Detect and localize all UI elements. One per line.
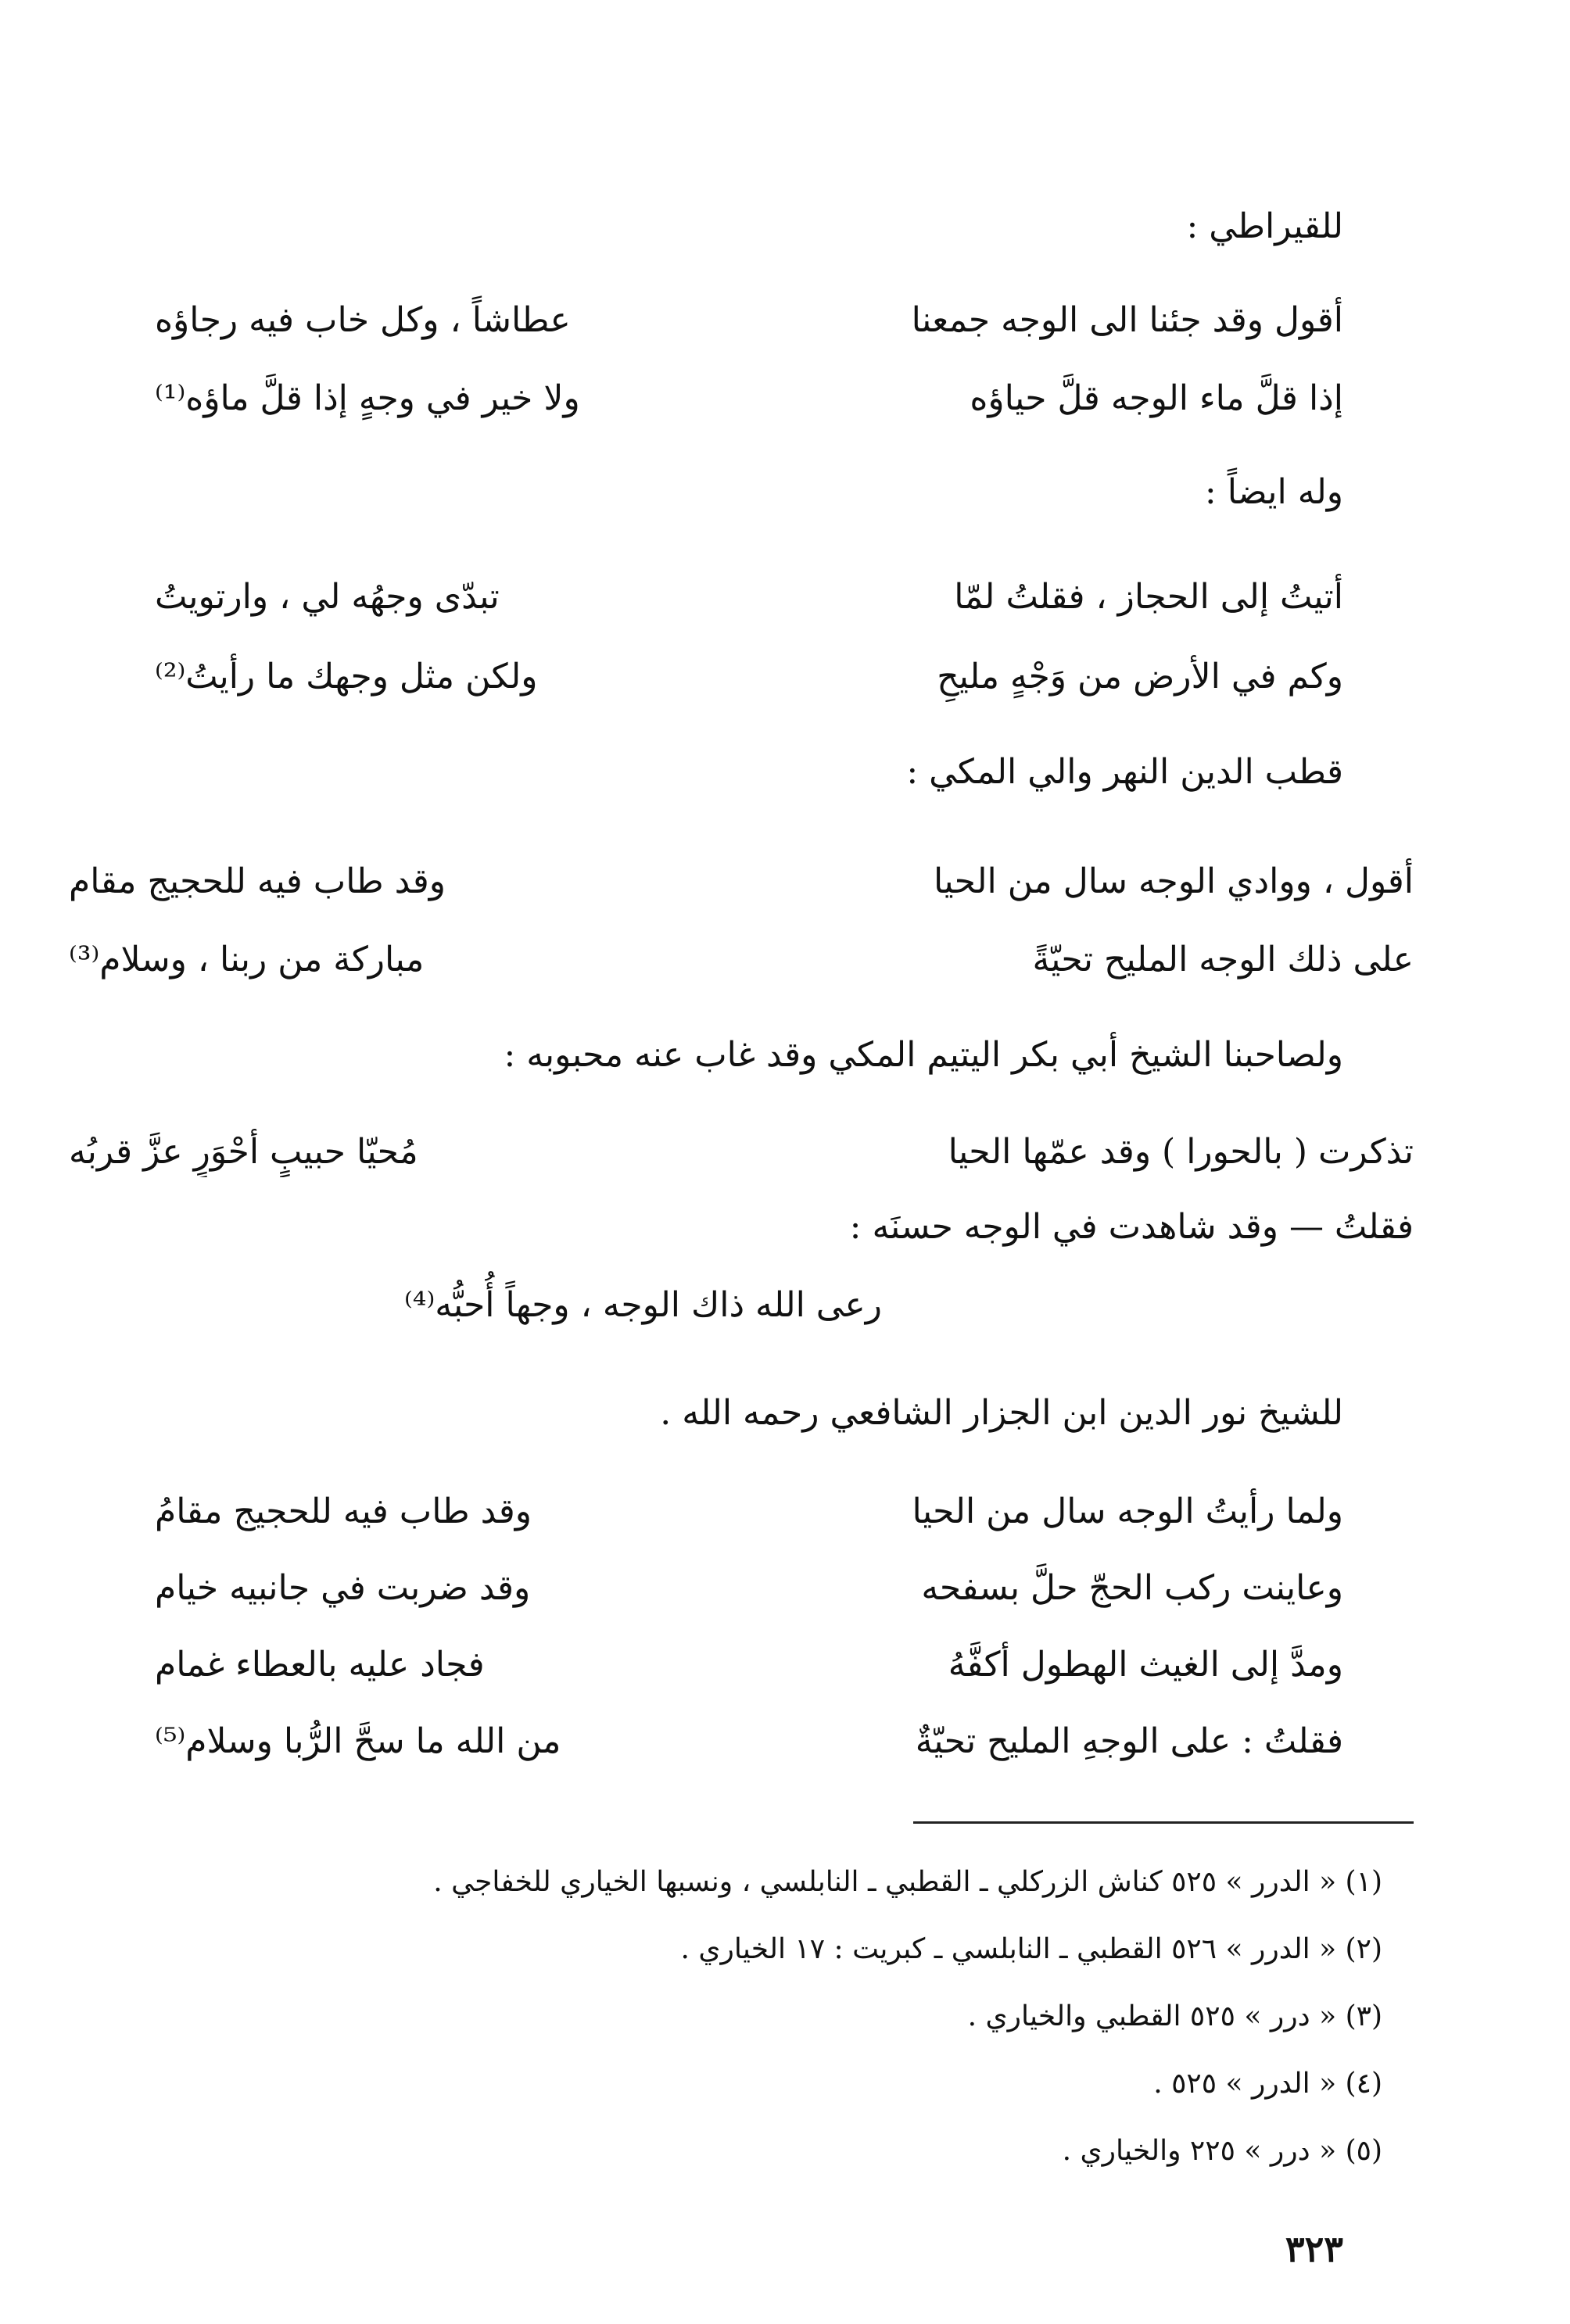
- second-hemistich: مُحيّا حبيبٍ أحْوَرٍ عزَّ قربُه: [69, 1132, 418, 1172]
- first-hemistich: ولما رأيتُ الوجه سال من الحيا: [912, 1491, 1343, 1531]
- verse-closing-hemistich: رعى الله ذاك الوجه ، وجهاً أُحبُّه⁽⁴⁾: [403, 1285, 882, 1325]
- first-hemistich: ومدَّ إلى الغيث الهطول أكفَّهُ: [948, 1645, 1343, 1685]
- verse-line: [69, 935, 1414, 985]
- verse-line: [155, 572, 1343, 622]
- first-hemistich: وعاينت ركب الحجّ حلَّ بسفحه: [921, 1568, 1343, 1608]
- second-hemistich: ولكن مثل وجهك ما رأيتُ⁽²⁾: [155, 657, 538, 696]
- first-hemistich: أقول وقد جئنا الى الوجه جمعنا: [911, 300, 1343, 340]
- poem-heading-abu-bakr: ولصاحبنا الشيخ أبي بكر اليتيم المكي وقد غاب عنه محبوبه :: [504, 1035, 1343, 1075]
- verse-line: [155, 652, 1343, 702]
- verse-line: [69, 1127, 1414, 1177]
- footnote-3: (٣) « درر » ٥٢٥ القطبي والخياري .: [967, 2000, 1382, 2032]
- second-hemistich: وقد ضربت في جانبيه خيام: [155, 1568, 531, 1608]
- first-hemistich: إذا قلَّ ماء الوجه قلَّ حياؤه: [970, 378, 1343, 418]
- first-hemistich: فقلتُ : على الوجهِ المليح تحيّةٌ: [915, 1721, 1343, 1761]
- page-number: ٣٢٣: [1285, 2228, 1343, 2270]
- first-hemistich: تذكرت ( بالحورا ) وقد عمّها الحيا: [948, 1132, 1414, 1172]
- poem-heading-qirati: للقيراطي :: [1186, 206, 1343, 246]
- second-hemistich: عطاشاً ، وكل خاب فيه رجاؤه: [155, 300, 571, 340]
- footnote-2: (٢) « الدرر » ٥٢٦ القطبي ـ النابلسي ـ كبريت : ١٧ الخياري .: [680, 1933, 1382, 1965]
- verse-line: [155, 1640, 1343, 1690]
- poem-heading-qutb-al-din: قطب الدين النهر والي المكي :: [906, 752, 1343, 792]
- second-hemistich: ولا خير في وجهٍ إذا قلَّ ماؤه⁽¹⁾: [155, 378, 580, 418]
- second-hemistich: مباركة من ربنا ، وسلام⁽³⁾: [69, 940, 425, 979]
- footnote-divider: [913, 1821, 1414, 1824]
- first-hemistich: أقول ، ووادي الوجه سال من الحيا: [933, 861, 1414, 901]
- second-hemistich: تبدّى وجهُه لي ، وارتويتُ: [155, 577, 500, 617]
- first-hemistich: وكم في الأرض من وَجْهٍ مليحٍ: [937, 657, 1343, 696]
- second-hemistich: من الله ما سحَّ الرُّبا وسلام⁽⁵⁾: [155, 1721, 561, 1761]
- verse-continuation: فقلتُ — وقد شاهدت في الوجه حسنَه :: [849, 1207, 1414, 1247]
- verse-line: [69, 857, 1414, 907]
- verse-line: [155, 1563, 1343, 1613]
- first-hemistich: أتيتُ إلى الحجاز ، فقلتُ لمّا: [954, 577, 1343, 617]
- second-hemistich: فجاد عليه بالعطاء غمام: [155, 1645, 485, 1685]
- footnote-4: (٤) « الدرر » ٥٢٥ .: [1153, 2068, 1382, 2100]
- second-hemistich: وقد طاب فيه للحجيج مقامُ: [155, 1491, 532, 1531]
- first-hemistich: على ذلك الوجه المليح تحيّةً: [1032, 940, 1414, 979]
- verse-line: [155, 374, 1343, 424]
- footnote-5: (٥) « درر » ٢٢٥ والخياري .: [1062, 2135, 1382, 2167]
- poem-heading-also: وله ايضاً :: [1204, 472, 1343, 512]
- footnote-1: (١) « الدرر » ٥٢٥ كناش الزركلي ـ القطبي ـ النابلسي ، ونسبها الخياري للخفاجي .: [433, 1866, 1382, 1898]
- verse-line: [155, 295, 1343, 346]
- second-hemistich: وقد طاب فيه للحجيج مقام: [69, 861, 446, 901]
- poem-heading-ibn-al-jazzar: للشيخ نور الدين ابن الجزار الشافعي رحمه الله .: [660, 1393, 1343, 1433]
- verse-line: [155, 1487, 1343, 1537]
- verse-line: [155, 1717, 1343, 1767]
